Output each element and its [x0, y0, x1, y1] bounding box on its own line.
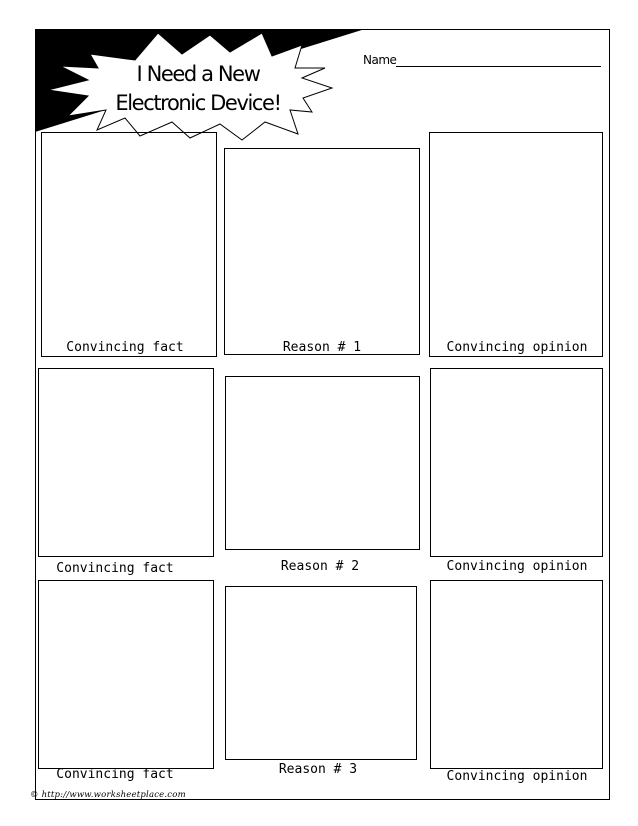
name-field — [363, 53, 601, 67]
worksheet-title — [98, 60, 298, 118]
reason-box-1 — [224, 148, 420, 355]
reason-box-2 — [225, 376, 420, 550]
name-blank-line — [396, 55, 601, 67]
fact-box-2 — [38, 368, 214, 557]
opinion-label-2: Convincing opinion — [446, 559, 588, 574]
reason-box-3 — [225, 586, 417, 760]
reason-label-3: Reason # 3 — [278, 762, 358, 777]
reason-label-1: Reason # 1 — [282, 340, 362, 355]
opinion-box-2 — [430, 368, 603, 557]
name-label: Name — [363, 53, 397, 67]
opinion-label-3: Convincing opinion — [446, 769, 588, 784]
fact-label-1: Convincing fact — [66, 340, 184, 355]
fact-label-2: Convincing fact — [56, 561, 174, 576]
fact-box-3 — [38, 580, 214, 769]
opinion-box-1 — [429, 132, 603, 357]
title-line-1: I Need a New — [136, 62, 260, 86]
fact-label-3: Convincing fact — [56, 767, 174, 782]
opinion-label-1: Convincing opinion — [446, 340, 588, 355]
reason-label-2: Reason # 2 — [280, 559, 360, 574]
title-line-2: Electronic Device! — [115, 91, 281, 115]
copyright-footer: © http://www.worksheetplace.com — [30, 790, 186, 800]
opinion-box-3 — [430, 580, 603, 769]
fact-box-1 — [41, 132, 217, 357]
